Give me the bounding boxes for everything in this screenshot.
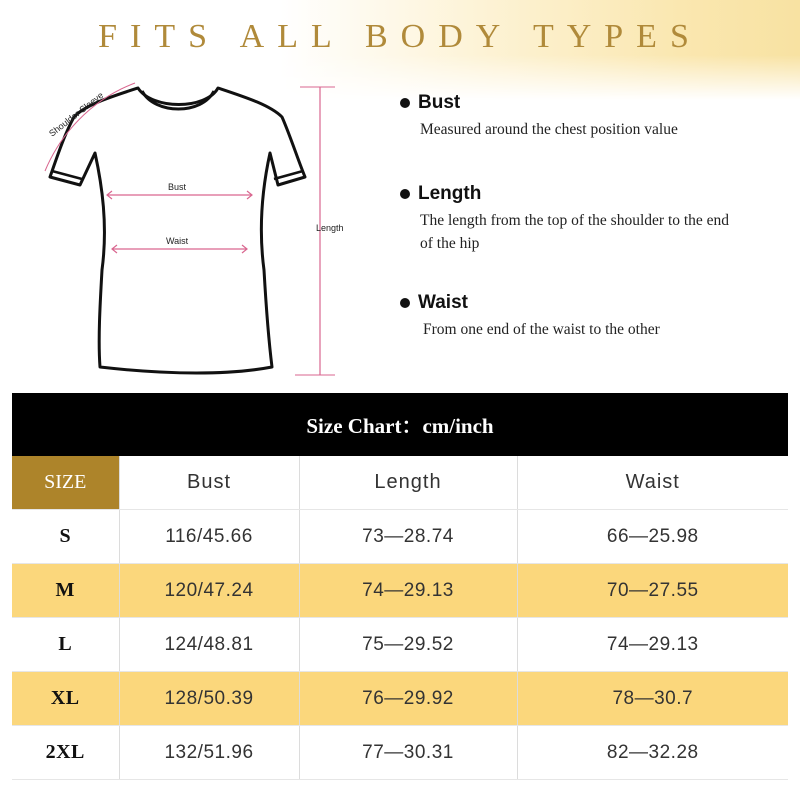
waist-cell: 70—27.55 (517, 564, 788, 618)
size-cell: L (12, 618, 119, 672)
bullet-icon (400, 298, 410, 308)
size-cell: S (12, 510, 119, 564)
table-row (12, 672, 788, 726)
size-chart-table (12, 456, 788, 780)
bust-cell: 120/47.24 (119, 564, 299, 618)
shoulder-sleeve-label: Shoulder Sleeve (47, 90, 106, 139)
table-row (12, 618, 788, 672)
table-header-row (12, 456, 788, 510)
waist-cell: 78—30.7 (517, 672, 788, 726)
tshirt-outline (50, 88, 305, 373)
bust-cell: 132/51.96 (119, 726, 299, 780)
tshirt-diagram (30, 75, 360, 390)
table-row (12, 510, 788, 564)
definition-title: Length (418, 183, 482, 204)
definition-title: Waist (418, 292, 468, 313)
bust-label: Bust (168, 182, 187, 192)
length-cell: 76—29.92 (299, 672, 517, 726)
column-header-waist: Waist (517, 456, 788, 510)
waist-cell: 82—32.28 (517, 726, 788, 780)
bust-cell: 128/50.39 (119, 672, 299, 726)
definition-length (400, 183, 790, 255)
waist-label: Waist (166, 236, 189, 246)
definition-waist (400, 292, 790, 341)
length-cell: 77—30.31 (299, 726, 517, 780)
size-chart-title: Size Chart：cm/inch (12, 393, 788, 456)
bust-cell: 124/48.81 (119, 618, 299, 672)
column-header-size: SIZE (12, 456, 119, 510)
tshirt-svg (30, 75, 360, 390)
bust-cell: 116/45.66 (119, 510, 299, 564)
definition-text: The length from the top of the shoulder to the end of the hip (420, 212, 730, 252)
definition-bust (400, 92, 790, 141)
definition-text: Measured around the chest position value (420, 121, 678, 138)
headline: FITS ALL BODY TYPES (98, 18, 702, 55)
column-header-bust: Bust (119, 456, 299, 510)
length-cell: 75—29.52 (299, 618, 517, 672)
size-cell: M (12, 564, 119, 618)
table-row (12, 564, 788, 618)
length-cell: 73—28.74 (299, 510, 517, 564)
waist-cell: 66—25.98 (517, 510, 788, 564)
column-header-length: Length (299, 456, 517, 510)
bullet-icon (400, 189, 410, 199)
waist-cell: 74—29.13 (517, 618, 788, 672)
definition-text: From one end of the waist to the other (423, 321, 660, 338)
length-label: Length (316, 223, 344, 233)
bullet-icon (400, 98, 410, 108)
size-cell: XL (12, 672, 119, 726)
length-cell: 74—29.13 (299, 564, 517, 618)
size-cell: 2XL (12, 726, 119, 780)
table-row (12, 726, 788, 780)
definition-title: Bust (418, 92, 461, 113)
